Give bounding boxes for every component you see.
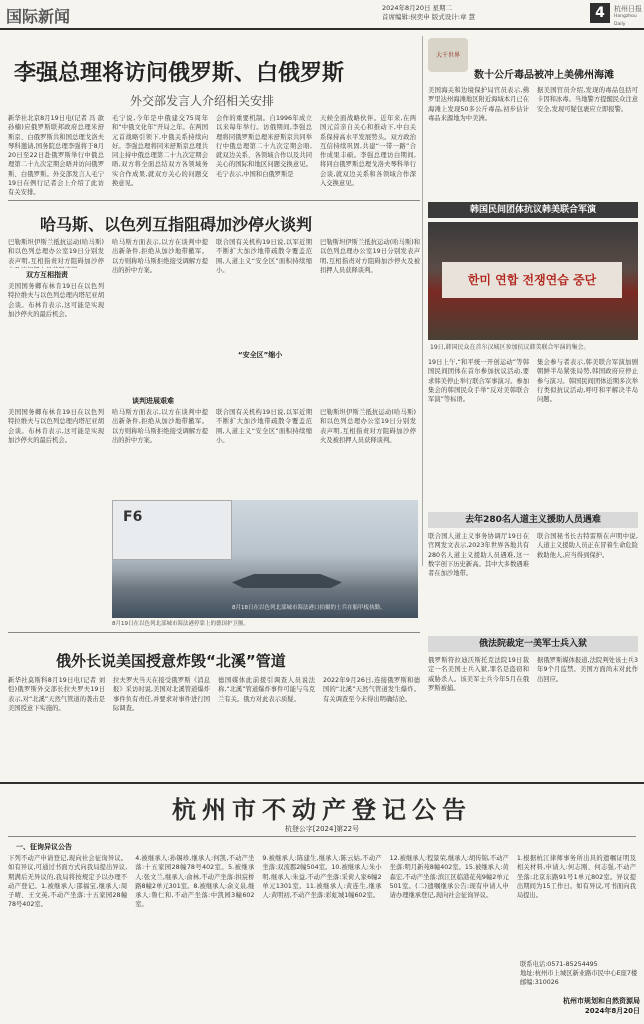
story2-left-col: 美国国务卿布林肯19日在以色列特拉维夫与以色列总理内塔尼亚胡会谈。布林肯表示,这可能是实现加沙停火的最后机会。 [8, 409, 104, 444]
notice-issuer-block [520, 996, 640, 1016]
korea-protest-photo [428, 222, 638, 340]
masthead-info [382, 4, 582, 22]
notice-address: 地址:杭州市上城区新业路市民中心E座7楼 [520, 970, 638, 977]
story3-col-2: 拉夫罗夫当天在接受俄罗斯《消息报》采访时说,美国对北溪管道爆炸事件负有责任,并要求对事件进行国际调查。 [113, 677, 210, 712]
korea-caption: 19日,韩国民众在首尔汉城区参加抗议韩美联合军演的集会。 [430, 344, 590, 351]
page-number: 4 [590, 3, 610, 23]
korea-body [428, 358, 638, 508]
section-divider-2 [8, 632, 420, 633]
story2-col-3: 联合国有关机构19日说,以军近期不断扩大加沙地带疏散令覆盖范围,人道主义“安全区”面积持续缩小。 [216, 239, 312, 274]
section-title: 国际新闻 [6, 7, 71, 26]
story3-headline: 俄外长说美国授意炸毁“北溪”管道 [56, 652, 286, 670]
drug-story [428, 38, 638, 198]
story1-col-2: 毛宁说,今年是中俄建交75周年和“中俄文化年”开局之年。在两国元首战略引领下,中俄关系持续向好。李强总理将同米舒斯京总理共同主持中俄总理第二十九次定期会晤,双方将全面总结双方各领域务实合作成果,就双方关心的问题交换意见。 [112, 115, 208, 188]
russia-col-1: 俄罗斯符拉迪沃斯托克法院19日裁定一名美国士兵入狱,罪名是盗窃和威胁杀人。该美军士兵今年5月在俄罗斯被捕。 [428, 657, 529, 692]
notice-divider [8, 836, 636, 837]
rescue-title: 去年280名人道主义援助人员遇难 [428, 512, 638, 528]
drug-story-body [428, 86, 638, 196]
korea-col-2: 集会参与者表示,韩美联合军演加剧朝鲜半岛紧张局势,韩国政府应停止参与演习。韩国民间团体近期多次举行类似抗议活动,呼吁和平解决半岛问题。 [537, 359, 638, 404]
russia-body [428, 656, 638, 774]
story3-col-3: 德国媒体此前援引调查人员说法称,“北溪”管道爆炸事件可能与乌克兰有关。俄方对此表示质疑。 [218, 677, 315, 703]
notice-col-5: 1.根据杭江律师事务所出具的遗嘱证明及相关材料,申请人:何志刚、何志强,不动产坐落:北京东路91号1单元802室。异议提出期间为15工作日。如有异议,可书面向我局提出。 [516, 855, 637, 900]
notice-issuer: 杭州市规划和自然资源局 [563, 997, 640, 1005]
warship-photo [112, 500, 418, 618]
paper-name: 杭州日报 Hangzhou Daily [614, 5, 642, 27]
notice-top-rule [0, 782, 644, 784]
protest-sign: 한미 연합 전쟁연습 중단 [442, 262, 622, 298]
section-divider [8, 200, 420, 201]
story3-body [8, 676, 420, 776]
drug-col-2: 据美国官员介绍,发现的毒品包括可卡因和冰毒。当地警方提醒民众注意安全,发现可疑包裹应立即报警。 [537, 87, 638, 113]
notice-col-2: 4.被继承人:孙锡珍,继承人:何凯,不动产坐落:十五家园28幢78号402室。5.被继承人:张文兰,继承人:俞林,不动产坐落:拱宸桥路8幢2单元301室。8.被继承人:余义泉,继承人:鲁仁和,不动产坐落:中凯园3幢602室。 [135, 855, 255, 909]
story2-body [8, 238, 420, 396]
notice-title: 杭州市不动产登记公告 [172, 796, 472, 824]
story2-photo-caption: 8月18日在以色列北部城市海法港口拍摄的士兵在船甲板执勤。 [232, 605, 386, 611]
gaza-photo-caption: 8月19日在以色列北部城市海法港停靠上的德国护卫舰。 [112, 621, 249, 627]
rescue-body [428, 532, 638, 628]
story2-mid-col: 哈马斯方面表示,以方在谈判中提出新条件,拒绝从加沙地带撤军。以方则称哈马斯拒绝接受调解方提出的折中方案。 [112, 409, 208, 444]
russia-col-2: 据俄罗斯媒体报道,法院判处该士兵3年9个月监禁。美国方面尚未对此作出回应。 [537, 657, 638, 683]
notice-col-4: 12.被继承人:程景荣,继承人:胡传锦,不动产坐落:明月新苑8幢402室。15.被继承人:黄森宏,不动产坐落:滨江区临港花苑9幢2单元501室。(二)遗嘱继承公告:现有申请人申请办理继承登记,现向社会征询异议。 [389, 855, 509, 900]
drug-story-title: 数十公斤毒品被冲上美佛州海滩 [474, 70, 614, 81]
story2-col-1b: 美国国务卿布林肯19日在以色列特拉维夫与以色列总理内塔尼亚胡会谈。布林肯表示,这可能是实现加沙停火的最后机会。 [8, 283, 104, 318]
drug-col-1: 美国海关和边境保护局官员表示,佛罗里达州海滩地区附近海域本月已在海滩上发现50多公斤毒品,初步估计毒品来源地为中美洲。 [428, 87, 529, 122]
editors-line: 首席编辑:侯奕申 版式设计:章 慧 [382, 13, 476, 21]
korea-col-1: 19日上午,“和平统一开创运动”等韩国民间团体在首尔参加抗议活动,要求韩美停止举行联合军事演习。参加集会的韩国民众手举“反对美韩联合军演”等标语。 [428, 359, 529, 404]
story2-headline: 哈马斯、以色列互指阻碍加沙停火谈判 [40, 215, 313, 234]
story1-headline: 李强总理将访问俄罗斯、白俄罗斯 [14, 61, 345, 86]
notice-number: 杭登公字[2024]第22号 [284, 825, 360, 833]
notice-postcode: 邮编:310026 [520, 979, 559, 986]
story1-subhead: 外交部发言人介绍相关安排 [130, 94, 275, 108]
story2-right-col: 巴勒斯坦伊斯兰抵抗运动(哈马斯)和以色列总理办公室19日分别发表声明,互相指责对方阻碍加沙停火及被扣押人员获释谈判。 [320, 409, 416, 444]
story2-subhead-1: 双方互相指责 [26, 271, 68, 279]
decorative-stamp-icon: 大千世界 [428, 38, 468, 72]
rescue-col-1: 联合国人道主义事务协调厅19日在官网发文表示,2023年世界各地共有280名人道主义援助人员遇难,这一数字创下历史新高。其中大多数遇难者在加沙地带。 [428, 533, 529, 578]
story1-body [8, 114, 416, 196]
notice-contact: 联系电话:0571-85254495 [520, 961, 598, 968]
story2-col-4: 巴勒斯坦伊斯兰抵抗运动(哈马斯)和以色列总理办公室19日分别发表声明,互相指责对方阻碍加沙停火及被扣押人员获释谈判。 [320, 239, 420, 274]
story3-col-1: 新华社莫斯科8月19日电(记者 刘恺)俄罗斯外交部长拉夫罗夫19日表示,对“北溪”天然气管道的袭击是美国授意下实施的。 [8, 677, 105, 712]
notice-issue-date: 2024年8月20日 [584, 1007, 640, 1015]
rescue-col-2: 联合国秘书长古特雷斯在声明中说,人道主义援助人员正在冒着生命危险救助他人,应当得到保护。 [537, 533, 638, 559]
story3-col-4: 2022年9月26日,连接俄罗斯和德国的“北溪”天然气管道发生爆炸。有关调查至今未得出明确结论。 [323, 677, 420, 703]
story2-col-1a: 巴勒斯坦伊斯兰抵抗运动(哈马斯)和以色列总理办公室19日分别发表声明,互相指责对方阻碍加沙停 [8, 239, 104, 265]
notice-section-1: 一、征询异议公告 [16, 843, 72, 851]
notice-col-3: 9.被继承人:陈建生,继承人:陈云姑,不动产坐落:双流郡2幢504室。10.被继承人:朱小明,继承人:朱益,不动产坐落:采荷人家6幢2单元1301室。11.被继承人:黄连生,继承人:黄明初,不动产坐落:彩虹城1幢602室。 [262, 855, 382, 900]
story1-col-1: 新华社北京8月19日电(记者 冯 歆 孙楠)应俄罗斯联邦政府总理米舒斯京、白俄罗斯共和国总理戈洛夫琴科邀请,国务院总理李强将于8月20日至22日赴俄罗斯举行中俄总理第二十九次定期会晤并访问俄罗斯、白俄罗斯。外交部发言人毛宁19日在例行记者会上介绍了此访有关安排。 [8, 115, 104, 196]
notice-contact-block [520, 960, 640, 987]
container-icon: F6 [112, 500, 232, 560]
date-line: 2024年8月20日 星期二 [382, 4, 453, 12]
column-divider [422, 36, 423, 566]
notice-col-1: 下列不动产申请登记,现向社会征询异议。如有异议,可通过书面方式向我局提出异议,期满后无异议的,我局将按规定予以办理不动产登记。1.被继承人:邵福宝,继承人:周子晴、王文英,不动产坐落:十五家园28幢78号402室。 [8, 855, 128, 909]
russia-title: 俄法院裁定一美军士兵入狱 [428, 636, 638, 652]
story2-col-2: 哈马斯方面表示,以方在谈判中提出新条件,拒绝从加沙地带撤军。以方则称哈马斯拒绝接受调解方提出的折中方案。 [112, 239, 208, 274]
story1-col-3: 会作的重要机制。自1996年成立以来每年举行。访俄期间,李强总理将同俄罗斯总理米舒斯京共同举行中俄总理第二十九次定期会晤,就双边关系、各领域合作以及共同关心的国际和地区问题交换意见。毛宁表示,中国和白俄罗斯是 [216, 115, 312, 178]
korea-title: 韩国民间团体抗议韩美联合军演 [428, 202, 638, 218]
story2-subhead-2: 谈判进展艰难 [132, 397, 174, 405]
story1-col-4: 天候全面战略伙伴。近年来,在两国元首亲自关心和推动下,中白关系保持高水平发展势头。双方政治互信持续巩固,共建“一带一路”合作成果丰硕。李强总理访白期间,将同白俄罗斯总理戈洛夫琴科举行会谈,就双边关系和各领域合作深入交换意见。 [320, 115, 416, 188]
masthead [0, 0, 644, 30]
story2-mid-col-2: 联合国有关机构19日说,以军近期不断扩大加沙地带疏散令覆盖范围,人道主义“安全区”面积持续缩小。 [216, 409, 312, 444]
story2-subhead-3: “安全区”缩小 [238, 351, 283, 359]
warship-icon [232, 574, 342, 588]
